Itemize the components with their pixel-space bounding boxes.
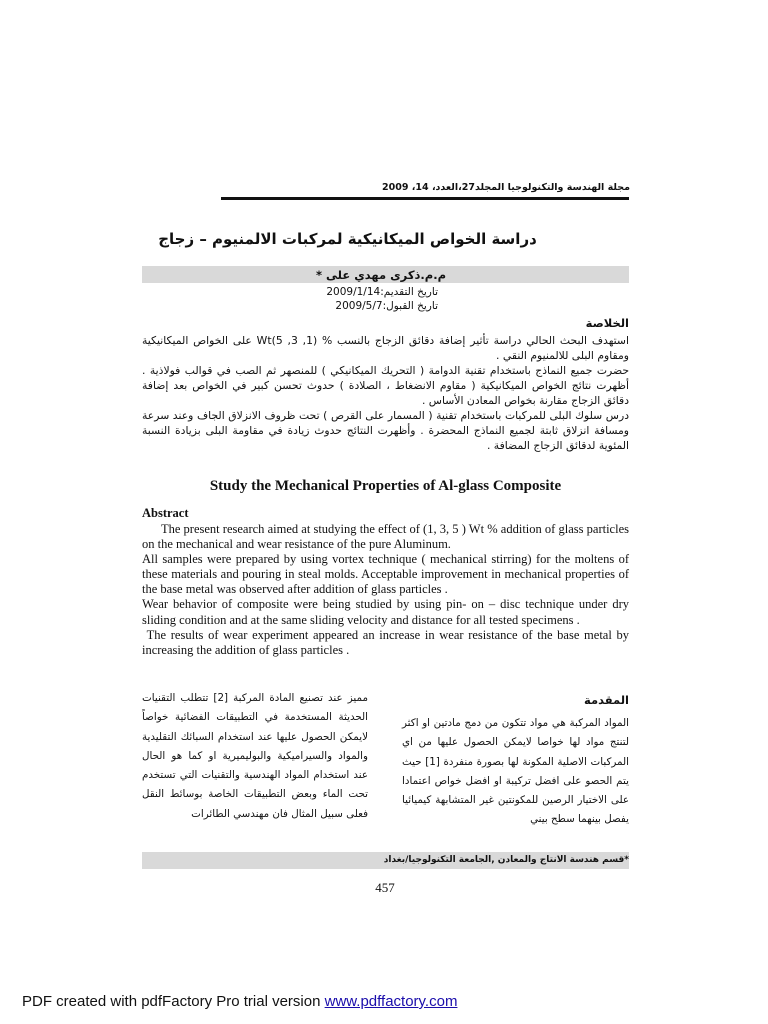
accepted-date: تاريخ القبول:2009/5/7 — [335, 300, 438, 312]
english-abstract-paragraph: The results of wear experiment appeared an increase in wear resistance of the base metal by increasing the addition of glass particles . — [142, 627, 636, 657]
arabic-abstract-paragraph: حضرت جميع النماذج باستخدام تقنية الدوامة ( التحريك الميكانيكي ) للمنصهر ثم الصب في قوالب فولاذية . أظهرت نتائج الخواص الميكانيكية ( مقاوم الانضغاط ، الصلادة ) حدوث تحسن كبير في الخواص بعد إضافة دقائق الزجاج مقارنة بخواص المعادن الأساس . — [142, 364, 629, 407]
author-name: م.م.ذكرى مهدي على * — [316, 268, 446, 282]
submitted-date: تاريخ التقديم:2009/1/14 — [326, 286, 438, 298]
english-abstract-paragraph: The present research aimed at studying the effect of (1, 3, 5 ) Wt % addition of glass particles on the mechanical and wear resistance of the pure Aluminum. — [142, 522, 633, 552]
pdf-watermark-text: PDF created with pdfFactory Pro trial version — [22, 993, 325, 1010]
english-abstract-paragraph: All samples were prepared by using vortex technique ( mechanical stirring) for the moltens of these materials and pouring in steal molds. Acceptable improvement in mechanical properties of the base metal was observed after addition of glass particles . — [142, 552, 629, 597]
page-number: 457 — [375, 880, 395, 895]
author-affiliation: *قسم هندسة الانتاج والمعادن ,الجامعة التكنولوجيا/بغداد — [383, 855, 629, 865]
arabic-title: دراسة الخواص الميكانيكية لمركبات الالمنيوم – زجاج — [158, 230, 537, 248]
pdffactory-link[interactable]: www.pdffactory.com — [324, 993, 458, 1010]
english-abstract — [142, 522, 636, 658]
introduction-left-column — [142, 689, 368, 824]
english-abstract-heading: Abstract — [142, 506, 189, 520]
pdf-watermark — [22, 993, 457, 1010]
arabic-abstract-paragraph: استهدف البحث الحالي دراسة تأثير إضافة دقائق الزجاج بالنسب % (1, 3, 5)Wt على الخواص الميكانيكية ومقاوم البلى للالمنيوم النقي . — [142, 334, 629, 362]
introduction-left-text: مميز عند تصنيع المادة المركبة [2] تتطلب التقنيات الحديثة المستخدمة في التطبيقات الفضائية خواصاً لايمكن الحصول عليها عند استخدام السبائك التقليدية والمواد والسيراميكية والبوليميرية او كما هو الحال عند استخدام المواد الهندسية والتقنيات التي تستخدم تحت الماء وبعض التطبيقات الخاصة بوسائط النقل فعلى سبيل المثال فان مهندسي الطائرات — [142, 692, 368, 820]
header-rule — [221, 197, 629, 200]
english-title: Study the Mechanical Properties of Al-glass Composite — [209, 478, 562, 494]
introduction-heading: المقدمة — [584, 693, 629, 707]
journal-citation: مجلة الهندسة والتكنولوجيا المجلد27،العدد، 14، 2009 — [382, 182, 630, 193]
introduction-right-column — [402, 714, 629, 830]
arabic-abstract-paragraph: درس سلوك البلى للمركبات باستخدام تقنية ( المسمار على القرص ) تحت ظروف الانزلاق الجاف وعند سرعة ومسافة انزلاق ثابتة لجميع النماذج المحضرة . وأظهرت النتائج حدوث زيادة في مقاومة البلى بزيادة النسبة المئوية لدقائق الزجاج المضافة . — [142, 409, 629, 452]
arabic-abstract-heading: الخلاصة — [585, 316, 629, 330]
introduction-right-text: المواد المركبة هي مواد تتكون من دمج مادتين او اكثر لتنتج مواد لها خواصا لايمكن الحصول عليها من اي المركبات الاصلية المكونة لها بصورة منفردة [1] حيث يتم الحصو على افضل تركيبة او افضل خواص اعتمادا على الاختيار الرصين للمكونتين غير المتشابهة كيميائيا يفصل بينهما سطح بيني — [402, 717, 630, 826]
arabic-abstract — [142, 333, 629, 453]
english-abstract-paragraph: Wear behavior of composite were being studied by using pin- on – disc technique under dry sliding condition and at the same sliding velocity and distance for all tested specimens . — [142, 597, 629, 627]
